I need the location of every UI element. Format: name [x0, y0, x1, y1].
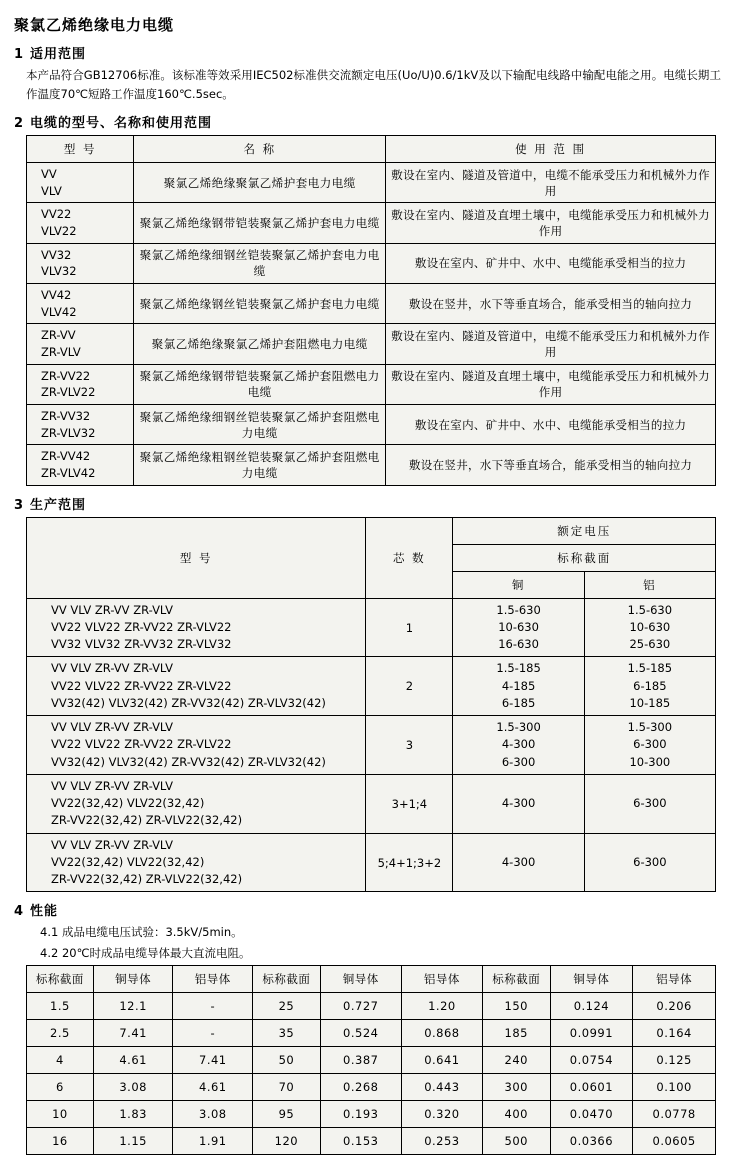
cell-models: VV VLV ZR-VV ZR-VLV VV22(32,42) VLV22(32,42) ZR-VV22(32,42) ZR-VLV22(32,42) [27, 833, 366, 892]
cell-copper-resistance: 0.153 [320, 1128, 401, 1155]
cell-copper-resistance: 0.0366 [550, 1128, 633, 1155]
cell-nominal-section: 2.5 [27, 1020, 94, 1047]
column-header-aluminium: 铝 [584, 571, 715, 598]
section-title-3: 生产范围 [30, 497, 87, 513]
table-row [27, 1020, 716, 1047]
column-header-cores: 芯 数 [366, 517, 453, 598]
cell-name: 聚氯乙烯绝缘细钢丝铠装聚氯乙烯护套电力电缆 [134, 243, 386, 283]
cell-nominal-section: 35 [253, 1020, 321, 1047]
section-heading-1 [14, 43, 723, 62]
cell-copper-resistance: 0.0754 [550, 1047, 633, 1074]
models-table-body [27, 162, 716, 485]
cell-cores: 2 [366, 657, 453, 716]
cell-nominal-section: 500 [483, 1128, 551, 1155]
cell-nominal-section: 50 [253, 1047, 321, 1074]
cell-aluminium-section: 1.5-630 10-630 25-630 [584, 598, 715, 657]
cell-copper-resistance: 0.268 [320, 1074, 401, 1101]
cell-nominal-section: 240 [483, 1047, 551, 1074]
cell-models: VV VLV ZR-VV ZR-VLV VV22 VLV22 ZR-VV22 ZR-VLV22 VV32(42) VLV32(42) ZR-VV32(42) ZR-VLV32(42) [27, 716, 366, 775]
cell-use: 敷设在室内、隧道及管道中，电缆不能承受压力和机械外力作用 [386, 162, 716, 202]
table-row [27, 598, 716, 657]
cell-model: VV42 VLV42 [27, 283, 134, 323]
cell-nominal-section: 6 [27, 1074, 94, 1101]
section-title-1: 适用范围 [30, 47, 87, 62]
cell-name: 聚氯乙烯绝缘钢丝铠装聚氯乙烯护套电力电缆 [134, 283, 386, 323]
cell-use: 敷设在室内、矿井中、水中、电缆能承受相当的拉力 [386, 243, 716, 283]
table-row [27, 774, 716, 833]
cell-aluminium-resistance: 3.08 [173, 1101, 253, 1128]
cell-nominal-section: 95 [253, 1101, 321, 1128]
section-number-2: 2 [14, 115, 24, 131]
cell-model: ZR-VV ZR-VLV [27, 324, 134, 364]
cell-aluminium-resistance: 0.0605 [633, 1128, 716, 1155]
cell-copper-resistance: 1.15 [93, 1128, 173, 1155]
cell-aluminium-resistance: 7.41 [173, 1047, 253, 1074]
cell-use: 敷设在室内、矿井中、水中、电缆能承受相当的拉力 [386, 405, 716, 445]
cell-models: VV VLV ZR-VV ZR-VLV VV22(32,42) VLV22(32,42) ZR-VV22(32,42) ZR-VLV22(32,42) [27, 774, 366, 833]
cell-aluminium-resistance: 0.253 [401, 1128, 482, 1155]
column-header-aluminium-conductor: 铝导体 [173, 966, 253, 993]
column-header-rated-voltage: 额定电压 [453, 517, 716, 544]
cell-aluminium-section: 1.5-185 6-185 10-185 [584, 657, 715, 716]
cell-model: ZR-VV22 ZR-VLV22 [27, 364, 134, 404]
column-header-copper-conductor: 铜导体 [320, 966, 401, 993]
table-row [27, 364, 716, 404]
cell-aluminium-resistance: 1.91 [173, 1128, 253, 1155]
cell-copper-resistance: 1.83 [93, 1101, 173, 1128]
cell-copper-resistance: 0.727 [320, 993, 401, 1020]
cell-name: 聚氯乙烯绝缘粗钢丝铠装聚氯乙烯护套阻燃电力电缆 [134, 445, 386, 485]
cell-name: 聚氯乙烯绝缘聚氯乙烯护套阻燃电力电缆 [134, 324, 386, 364]
cell-models: VV VLV ZR-VV ZR-VLV VV22 VLV22 ZR-VV22 ZR-VLV22 VV32 VLV32 ZR-VV32 ZR-VLV32 [27, 598, 366, 657]
table-header-row-top [27, 517, 716, 544]
cell-model: ZR-VV42 ZR-VLV42 [27, 445, 134, 485]
column-header-use: 使 用 范 围 [386, 135, 716, 162]
table-row [27, 993, 716, 1020]
cell-aluminium-section: 6-300 [584, 833, 715, 892]
table-row [27, 657, 716, 716]
cell-aluminium-resistance: 0.100 [633, 1074, 716, 1101]
table-row [27, 1074, 716, 1101]
cell-cores: 3 [366, 716, 453, 775]
cell-copper-section: 1.5-300 4-300 6-300 [453, 716, 584, 775]
scope-paragraph: 本产品符合GB12706标准。该标准等效采用IEC502标准供交流额定电压(Uo/U)0.6/1kV及以下输配电线路中输配电能之用。电缆长期工作温度70℃短路工作温度160℃.5sec。 [26, 68, 721, 101]
cell-use: 敷设在室内、隧道及直埋土壤中，电缆能承受压力和机械外力作用 [386, 364, 716, 404]
section-heading-2 [14, 112, 723, 131]
production-range-table [26, 517, 716, 893]
table-row [27, 716, 716, 775]
cell-nominal-section: 16 [27, 1128, 94, 1155]
section-number-3: 3 [14, 497, 24, 513]
table-row [27, 324, 716, 364]
cell-cores: 5;4+1;3+2 [366, 833, 453, 892]
cell-copper-resistance: 0.0601 [550, 1074, 633, 1101]
table-row [27, 445, 716, 485]
cell-copper-resistance: 0.124 [550, 993, 633, 1020]
table-row [27, 1128, 716, 1155]
cell-copper-resistance: 0.0991 [550, 1020, 633, 1047]
cell-cores: 3+1;4 [366, 774, 453, 833]
cell-nominal-section: 300 [483, 1074, 551, 1101]
cell-aluminium-resistance: 0.868 [401, 1020, 482, 1047]
table-row [27, 833, 716, 892]
cell-nominal-section: 25 [253, 993, 321, 1020]
cell-aluminium-resistance: 0.206 [633, 993, 716, 1020]
column-header-copper-conductor: 铜导体 [93, 966, 173, 993]
cell-copper-section: 1.5-630 10-630 16-630 [453, 598, 584, 657]
column-header-name: 名 称 [134, 135, 386, 162]
column-header-aluminium-conductor: 铝导体 [633, 966, 716, 993]
column-header-copper-conductor: 铜导体 [550, 966, 633, 993]
table-row [27, 405, 716, 445]
cell-nominal-section: 150 [483, 993, 551, 1020]
page-title: 聚氯乙烯绝缘电力电缆 [14, 16, 175, 34]
section-number-1: 1 [14, 47, 24, 62]
cell-copper-resistance: 0.524 [320, 1020, 401, 1047]
cell-copper-section: 4-300 [453, 774, 584, 833]
table-header-row [27, 966, 716, 993]
resistance-table-body [27, 993, 716, 1155]
section-heading-4 [14, 900, 723, 919]
section-title-2: 电缆的型号、名称和使用范围 [30, 115, 213, 131]
cell-aluminium-resistance: - [173, 1020, 253, 1047]
section-heading-3 [14, 494, 723, 513]
cell-nominal-section: 120 [253, 1128, 321, 1155]
cell-aluminium-section: 1.5-300 6-300 10-300 [584, 716, 715, 775]
cell-model: VV VLV [27, 162, 134, 202]
column-header-nominal-section: 标称截面 [27, 966, 94, 993]
cell-nominal-section: 185 [483, 1020, 551, 1047]
column-header-aluminium-conductor: 铝导体 [401, 966, 482, 993]
section-title-4: 性能 [30, 904, 59, 920]
models-table [26, 135, 716, 486]
performance-item-42: 4.2 20℃时成品电缆导体最大直流电阻。 [40, 945, 251, 960]
cell-aluminium-resistance: 0.443 [401, 1074, 482, 1101]
cell-aluminium-section: 6-300 [584, 774, 715, 833]
cell-aluminium-resistance: 0.320 [401, 1101, 482, 1128]
column-header-nominal-section: 标称截面 [483, 966, 551, 993]
cell-aluminium-resistance: 0.0778 [633, 1101, 716, 1128]
cell-aluminium-resistance: 0.125 [633, 1047, 716, 1074]
cell-nominal-section: 1.5 [27, 993, 94, 1020]
cell-copper-section: 4-300 [453, 833, 584, 892]
column-header-nominal-section: 标称截面 [453, 544, 716, 571]
cell-use: 敷设在竖井，水下等垂直场合，能承受相当的轴向拉力 [386, 283, 716, 323]
table-row [27, 283, 716, 323]
cell-models: VV VLV ZR-VV ZR-VLV VV22 VLV22 ZR-VV22 ZR-VLV22 VV32(42) VLV32(42) ZR-VV32(42) ZR-VLV32(42) [27, 657, 366, 716]
cell-copper-resistance: 0.193 [320, 1101, 401, 1128]
cell-aluminium-resistance: 0.641 [401, 1047, 482, 1074]
cell-aluminium-resistance: - [173, 993, 253, 1020]
column-header-copper: 铜 [453, 571, 584, 598]
performance-item-41: 4.1 成品电缆电压试验：3.5kV/5min。 [40, 925, 243, 940]
cell-copper-resistance: 4.61 [93, 1047, 173, 1074]
cell-copper-resistance: 12.1 [93, 993, 173, 1020]
cell-copper-resistance: 0.0470 [550, 1101, 633, 1128]
production-range-table-body [27, 598, 716, 892]
cell-nominal-section: 4 [27, 1047, 94, 1074]
cell-name: 聚氯乙烯绝缘钢带铠装聚氯乙烯护套电力电缆 [134, 203, 386, 243]
column-header-model: 型 号 [27, 135, 134, 162]
table-row [27, 162, 716, 202]
cell-aluminium-resistance: 0.164 [633, 1020, 716, 1047]
cell-use: 敷设在竖井，水下等垂直场合，能承受相当的轴向拉力 [386, 445, 716, 485]
cell-aluminium-resistance: 4.61 [173, 1074, 253, 1101]
cell-cores: 1 [366, 598, 453, 657]
table-row [27, 243, 716, 283]
table-row [27, 203, 716, 243]
table-row [27, 1047, 716, 1074]
cell-name: 聚氯乙烯绝缘钢带铠装聚氯乙烯护套阻燃电力电缆 [134, 364, 386, 404]
cell-model: VV22 VLV22 [27, 203, 134, 243]
cell-name: 聚氯乙烯绝缘聚氯乙烯护套电力电缆 [134, 162, 386, 202]
cell-aluminium-resistance: 1.20 [401, 993, 482, 1020]
cell-copper-resistance: 0.387 [320, 1047, 401, 1074]
section-number-4: 4 [14, 904, 24, 920]
cell-use: 敷设在室内、隧道及管道中，电缆不能承受压力和机械外力作用 [386, 324, 716, 364]
table-header-row [27, 135, 716, 162]
column-header-nominal-section: 标称截面 [253, 966, 321, 993]
cell-copper-resistance: 7.41 [93, 1020, 173, 1047]
cell-nominal-section: 70 [253, 1074, 321, 1101]
cell-copper-section: 1.5-185 4-185 6-185 [453, 657, 584, 716]
column-header-model: 型 号 [27, 517, 366, 598]
resistance-table [26, 965, 716, 1155]
cell-nominal-section: 400 [483, 1101, 551, 1128]
cell-nominal-section: 10 [27, 1101, 94, 1128]
cell-name: 聚氯乙烯绝缘细钢丝铠装聚氯乙烯护套阻燃电力电缆 [134, 405, 386, 445]
cell-model: ZR-VV32 ZR-VLV32 [27, 405, 134, 445]
cell-use: 敷设在室内、隧道及直埋土壤中，电缆能承受压力和机械外力作用 [386, 203, 716, 243]
cell-copper-resistance: 3.08 [93, 1074, 173, 1101]
cell-model: VV32 VLV32 [27, 243, 134, 283]
table-row [27, 1101, 716, 1128]
